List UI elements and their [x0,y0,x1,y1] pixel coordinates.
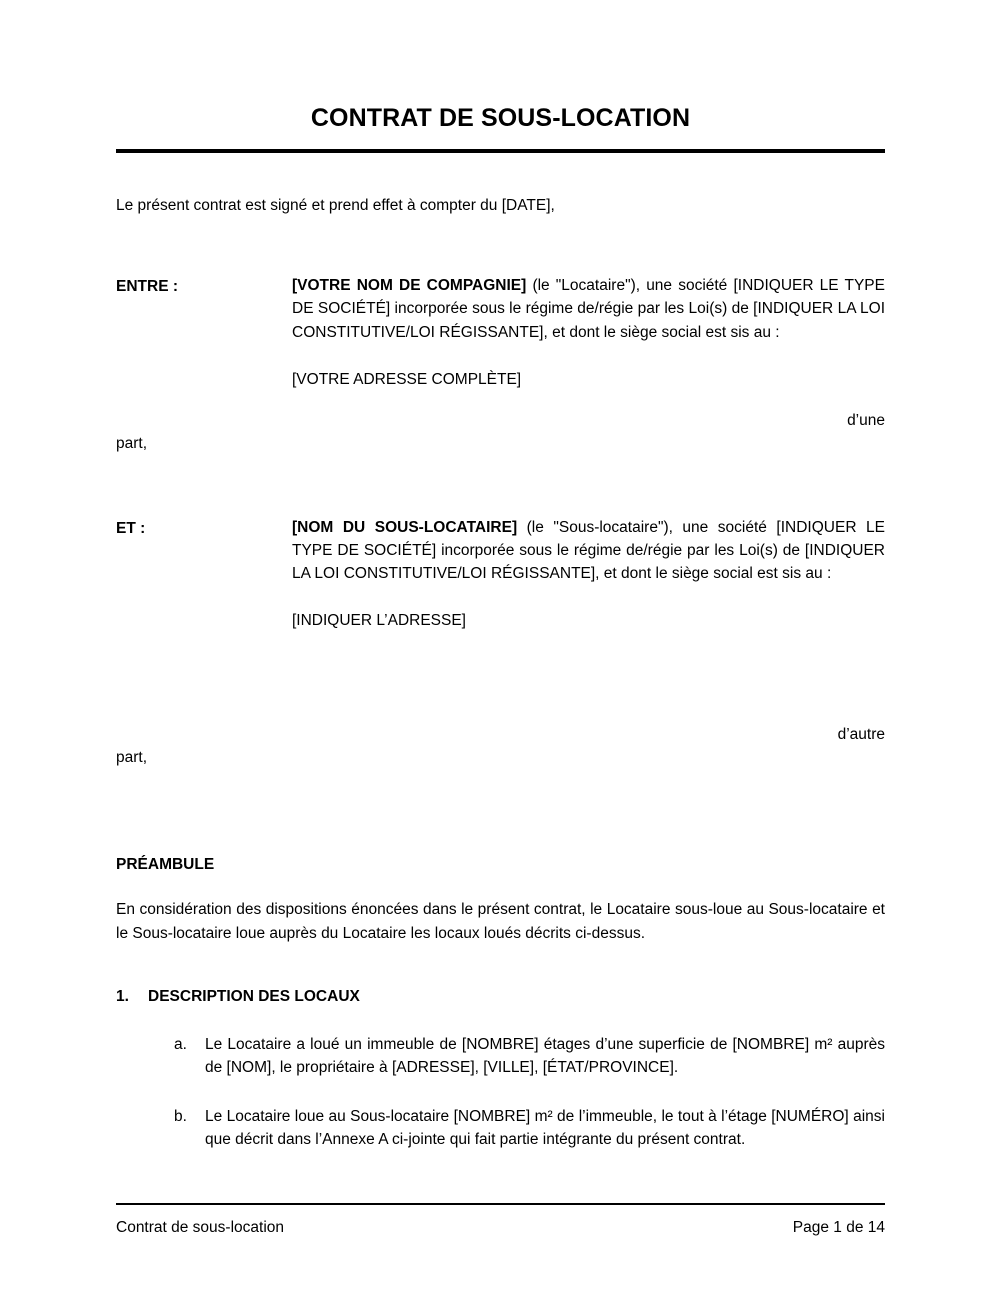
party-description-entre [292,274,885,344]
list-item-marker: a. [174,1036,187,1054]
section-title: DESCRIPTION DES LOCAUX [148,987,360,1005]
list-item-text: Le Locataire a loué un immeuble de [NOMBRE] étages d’une superficie de [NOMBRE] m² auprès de [NOM], le propriétaire à [ADRESSE], [VILLE], [ÉTAT/PROVINCE]. [205,1036,885,1077]
party-label-et: ET : [116,519,146,537]
intro-paragraph: Le présent contrat est signé et prend effet à compter du [DATE], [116,196,555,214]
section-heading-row [116,985,885,1008]
party-body-entre [292,274,885,391]
footer-page-number: Page 1 de 14 [792,1219,885,1236]
party-body-et [292,516,885,633]
party-description-et [292,516,885,586]
footer-document-name: Contrat de sous-location [116,1219,285,1236]
list-item-marker: b. [174,1107,187,1125]
footer-row [116,1217,885,1239]
page-footer [116,1203,885,1239]
list-item [116,1105,885,1152]
party-name-et: [NOM DU SOUS-LOCATAIRE] [292,518,518,536]
part-statement-une-left: part, [116,435,148,453]
title-divider [116,149,885,153]
party-description-text-et: (le "Sous-locataire"), une société [INDIQUER LE TYPE DE SOCIÉTÉ] incorporée sous le régime de/régie par les Loi(s) de [INDIQUER LA LOI CONSTITUTIVE/LOI RÉGISSANTE], et dont le siège social est sis au : [292,518,885,583]
part-statement-une-right: d’une [847,412,885,430]
part-statement-une [116,409,885,456]
party-block-et [116,516,885,633]
section-description-des-locaux [116,985,885,1151]
part-statement-autre [116,723,885,770]
part-statement-autre-right: d’autre [837,725,885,743]
list-item [116,1033,885,1080]
part-statement-autre-left: part, [116,748,148,766]
page-title: CONTRAT DE SOUS-LOCATION [310,104,691,132]
party-name-entre: [VOTRE NOM DE COMPAGNIE] [292,277,527,295]
preambule-heading: PRÉAMBULE [116,856,215,874]
party-address-entre: [VOTRE ADRESSE COMPLÈTE] [292,370,522,388]
party-label-entre: ENTRE : [116,278,178,296]
list-item-text: Le Locataire loue au Sous-locataire [NOMBRE] m² de l’immeuble, le tout à l’étage [NUMÉRO] ainsi que décrit dans l’Annexe A ci-jointe qui fait partie intégrante du présent contrat. [205,1107,885,1148]
document-content [116,0,885,1151]
section-number: 1. [116,987,129,1005]
party-address-et: [INDIQUER L’ADRESSE] [292,612,466,630]
footer-divider [116,1203,885,1205]
party-description-text-entre: (le "Locataire"), une société [INDIQUER LE TYPE DE SOCIÉTÉ] incorporée sous le régime de/régie par les Loi(s) de [INDIQUER LA LOI CONSTITUTIVE/LOI RÉGISSANTE], et dont le siège social est sis au : [292,277,885,341]
party-block-entre [116,274,885,391]
preambule-text: En considération des dispositions énoncées dans le présent contrat, le Locataire sous-loue au Sous-locataire et le Sous-locataire loue auprès du Locataire les locaux loués décrits ci-dessus. [116,901,885,942]
